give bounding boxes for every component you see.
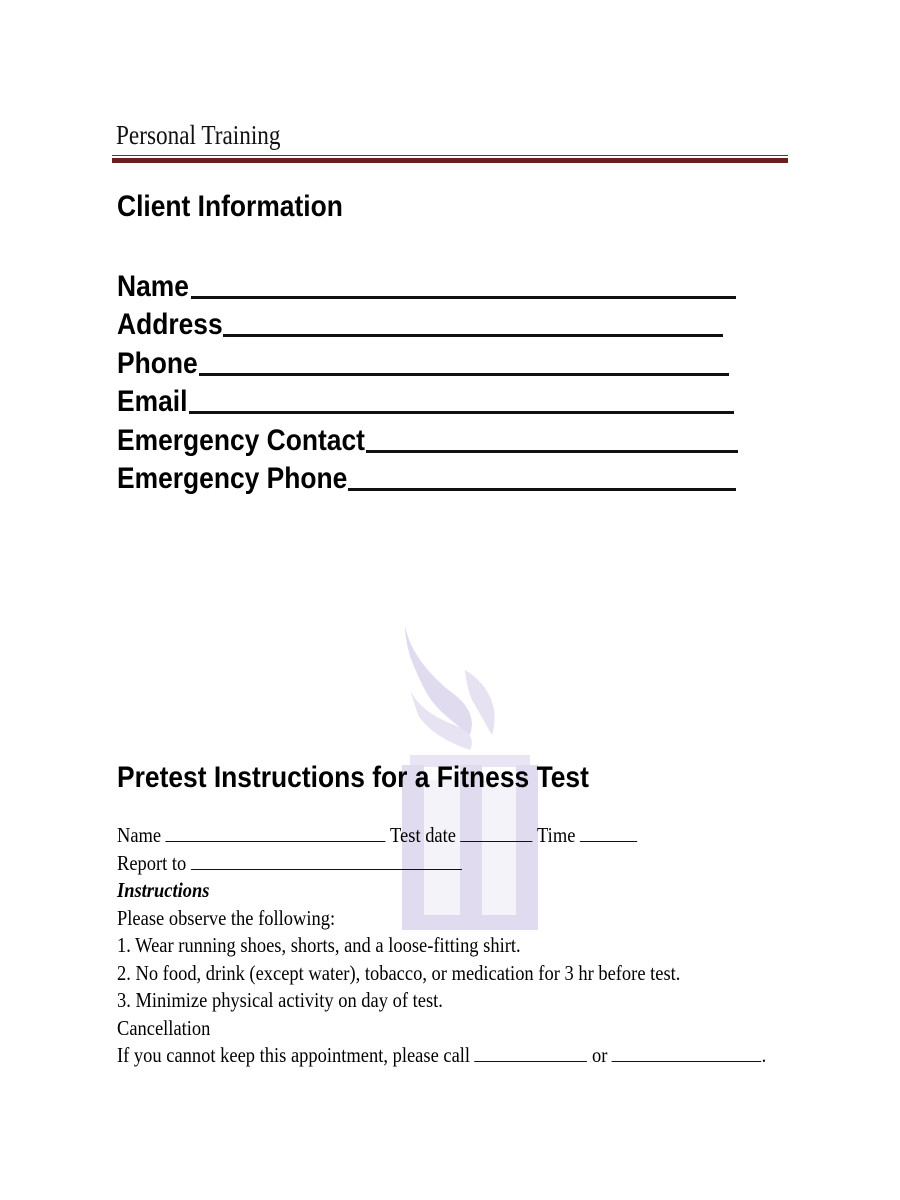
- emergency-phone-field-label: Emergency Phone: [117, 462, 348, 495]
- report-to-row: [117, 850, 766, 878]
- pretest-form: [117, 822, 855, 1070]
- pretest-title: Pretest Instructions for a Fitness Test: [117, 761, 589, 794]
- pretest-name-row: [117, 822, 766, 850]
- phone-field-line[interactable]: [199, 373, 729, 376]
- emergency-contact-field-line[interactable]: [366, 450, 738, 453]
- test-date-blank[interactable]: [461, 823, 533, 842]
- emergency-contact-field-label: Emergency Contact: [117, 423, 365, 457]
- header-rule-thin: [112, 155, 788, 156]
- name-field-line[interactable]: [191, 296, 736, 299]
- time-blank[interactable]: [580, 823, 637, 842]
- or-text: or: [591, 1043, 608, 1067]
- address-field[interactable]: [117, 304, 738, 343]
- cancellation-row: [117, 1042, 766, 1070]
- client-information-fields: [117, 265, 738, 496]
- emergency-contact-field[interactable]: [117, 419, 738, 458]
- phone-field-label: Phone: [117, 346, 198, 380]
- instructions-heading: Instructions: [117, 878, 210, 902]
- pretest-name-blank[interactable]: [166, 823, 386, 842]
- period: .: [761, 1043, 767, 1067]
- report-to-blank[interactable]: [191, 851, 462, 870]
- phone-field[interactable]: [117, 342, 738, 381]
- header-rule-thick: [112, 158, 788, 163]
- email-field[interactable]: [117, 381, 738, 420]
- emergency-phone-field-line[interactable]: [348, 488, 736, 491]
- observe-text: Please observe the following:: [117, 905, 336, 930]
- email-field-line[interactable]: [189, 411, 734, 414]
- cancellation-heading: Cancellation: [117, 1015, 211, 1040]
- test-date-label: Test date: [390, 823, 456, 847]
- document-header-title: Personal Training: [116, 120, 281, 150]
- cancellation-text: If you cannot keep this appointment, please call: [117, 1043, 471, 1067]
- cancellation-phone-blank-2[interactable]: [612, 1043, 762, 1062]
- name-field[interactable]: [117, 265, 738, 304]
- name-field-label: Name: [117, 269, 189, 303]
- instruction-item: 2. No food, drink (except water), tobacco, or medication for 3 hr before test.: [117, 960, 681, 985]
- instruction-item: 1. Wear running shoes, shorts, and a loose-fitting shirt.: [117, 933, 521, 957]
- email-field-label: Email: [117, 385, 188, 418]
- instruction-item: 3. Minimize physical activity on day of test.: [117, 988, 443, 1012]
- client-information-title: Client Information: [117, 190, 343, 223]
- cancellation-phone-blank-1[interactable]: [475, 1043, 588, 1062]
- report-to-label: Report to: [117, 850, 187, 875]
- address-field-line[interactable]: [223, 334, 723, 337]
- pretest-name-label: Name: [117, 823, 162, 847]
- time-label: Time: [537, 823, 576, 847]
- address-field-label: Address: [117, 308, 223, 341]
- emergency-phone-field[interactable]: [117, 458, 738, 497]
